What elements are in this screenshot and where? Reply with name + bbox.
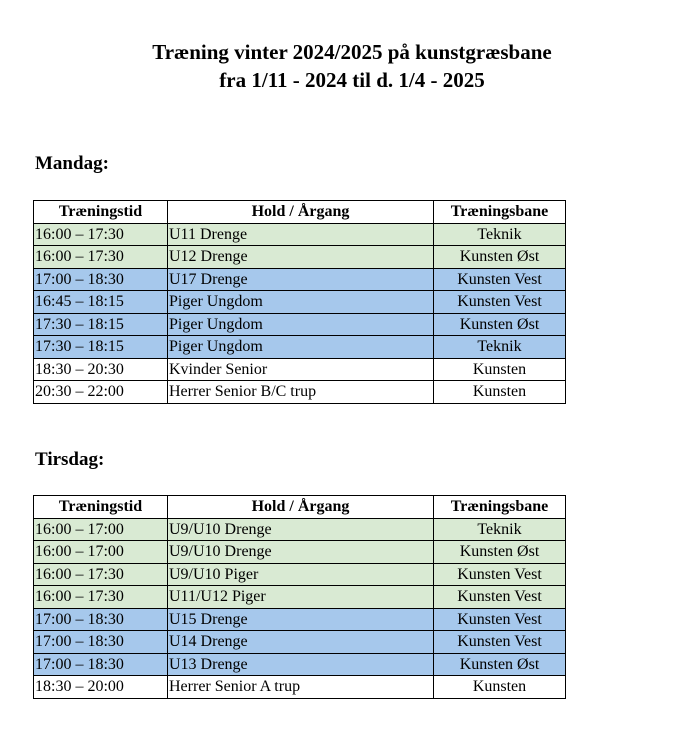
cell-team: U13 Drenge (168, 653, 434, 676)
cell-team: Kvinder Senior (168, 358, 434, 381)
table-row (34, 291, 566, 314)
cell-team: U11 Drenge (168, 223, 434, 246)
cell-field: Teknik (434, 518, 566, 541)
cell-time: 17:00 – 18:30 (34, 653, 168, 676)
cell-team: U15 Drenge (168, 608, 434, 631)
cell-time: 16:00 – 17:30 (34, 563, 168, 586)
cell-team: U9/U10 Drenge (168, 518, 434, 541)
cell-field: Teknik (434, 336, 566, 359)
schedule-body-monday (34, 223, 566, 403)
cell-time: 20:30 – 22:00 (34, 381, 168, 404)
table-row (34, 223, 566, 246)
day-heading-monday: Mandag: (35, 153, 109, 174)
table-row (34, 631, 566, 654)
table-row (34, 676, 566, 699)
table-row (34, 586, 566, 609)
cell-field: Kunsten Vest (434, 268, 566, 291)
cell-field: Kunsten Øst (434, 246, 566, 269)
cell-team: U11/U12 Piger (168, 586, 434, 609)
column-header-time: Træningstid (34, 201, 168, 224)
cell-time: 17:30 – 18:15 (34, 313, 168, 336)
cell-time: 17:00 – 18:30 (34, 608, 168, 631)
title-line-2: fra 1/11 - 2024 til d. 1/4 - 2025 (219, 68, 485, 92)
table-row (34, 608, 566, 631)
table-header-row (34, 201, 566, 224)
cell-team: U12 Drenge (168, 246, 434, 269)
cell-time: 18:30 – 20:30 (34, 358, 168, 381)
column-header-time: Træningstid (34, 496, 168, 519)
column-header-team: Hold / Årgang (168, 201, 434, 224)
cell-team: U17 Drenge (168, 268, 434, 291)
cell-time: 17:00 – 18:30 (34, 268, 168, 291)
table-header-row (34, 496, 566, 519)
cell-team: Herrer Senior B/C trup (168, 381, 434, 404)
cell-team: U14 Drenge (168, 631, 434, 654)
table-row (34, 381, 566, 404)
cell-team: U9/U10 Drenge (168, 541, 434, 564)
cell-time: 16:45 – 18:15 (34, 291, 168, 314)
cell-field: Kunsten Vest (434, 608, 566, 631)
cell-time: 17:30 – 18:15 (34, 336, 168, 359)
table-row (34, 246, 566, 269)
cell-time: 16:00 – 17:30 (34, 223, 168, 246)
table-row (34, 563, 566, 586)
table-row (34, 653, 566, 676)
cell-field: Kunsten Vest (434, 586, 566, 609)
title-line-1: Træning vinter 2024/2025 på kunstgræsbane (152, 40, 552, 64)
cell-team: U9/U10 Piger (168, 563, 434, 586)
table-row (34, 518, 566, 541)
table-row (34, 336, 566, 359)
cell-time: 16:00 – 17:00 (34, 518, 168, 541)
cell-field: Kunsten Vest (434, 563, 566, 586)
cell-team: Piger Ungdom (168, 336, 434, 359)
cell-field: Kunsten (434, 358, 566, 381)
cell-team: Herrer Senior A trup (168, 676, 434, 699)
cell-field: Kunsten Øst (434, 313, 566, 336)
cell-time: 17:00 – 18:30 (34, 631, 168, 654)
cell-time: 16:00 – 17:30 (34, 246, 168, 269)
column-header-field: Træningsbane (434, 201, 566, 224)
cell-time: 16:00 – 17:00 (34, 541, 168, 564)
cell-team: Piger Ungdom (168, 313, 434, 336)
table-row (34, 541, 566, 564)
cell-field: Kunsten Vest (434, 631, 566, 654)
schedule-body-tuesday (34, 518, 566, 698)
schedule-table-tuesday (33, 495, 566, 699)
cell-team: Piger Ungdom (168, 291, 434, 314)
cell-time: 16:00 – 17:30 (34, 586, 168, 609)
schedule-table-monday (33, 200, 566, 404)
column-header-field: Træningsbane (434, 496, 566, 519)
cell-field: Kunsten Vest (434, 291, 566, 314)
cell-field: Kunsten Øst (434, 541, 566, 564)
table-row (34, 268, 566, 291)
page-title (0, 38, 700, 94)
table-row (34, 358, 566, 381)
cell-time: 18:30 – 20:00 (34, 676, 168, 699)
cell-field: Teknik (434, 223, 566, 246)
cell-field: Kunsten (434, 676, 566, 699)
cell-field: Kunsten (434, 381, 566, 404)
cell-field: Kunsten Øst (434, 653, 566, 676)
table-row (34, 313, 566, 336)
day-heading-tuesday: Tirsdag: (35, 449, 105, 470)
column-header-team: Hold / Årgang (168, 496, 434, 519)
